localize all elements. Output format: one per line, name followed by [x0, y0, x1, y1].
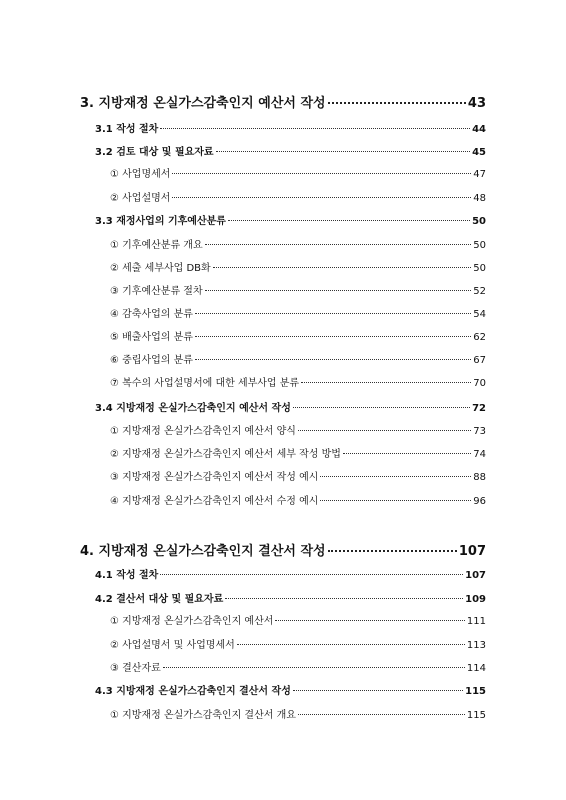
dot-leader: [160, 573, 463, 575]
toc-entry: [110, 636, 486, 651]
dot-leader: [195, 335, 471, 337]
dot-leader: [205, 243, 472, 245]
dot-leader: [328, 101, 466, 104]
toc-entry: [95, 590, 486, 605]
toc-entry-label: ② 사업설명서 및 사업명세서: [110, 640, 235, 651]
toc-entry: [110, 305, 486, 320]
toc-entry-page: 111: [466, 616, 486, 627]
toc-entry: [110, 492, 486, 507]
toc-entry: [95, 212, 486, 227]
toc-entry-page: 74: [473, 449, 486, 460]
toc-entry-page: 54: [473, 309, 486, 320]
toc-entry-label: ⑤ 배출사업의 분류: [110, 332, 193, 343]
toc-entry-page: 114: [466, 663, 486, 674]
toc-entry-page: 115: [466, 710, 486, 721]
toc-entry: [95, 682, 486, 697]
dot-leader: [163, 666, 465, 668]
dot-leader: [213, 266, 472, 268]
toc-entry-page: 48: [473, 193, 486, 204]
toc-entry-page: 62: [473, 332, 486, 343]
toc-entry-page: 72: [472, 403, 486, 414]
toc-entry-page: 67: [473, 355, 486, 366]
toc-entry-label: 4. 지방재정 온실가스감축인지 결산서 작성: [80, 544, 326, 559]
dot-leader: [298, 713, 465, 715]
dot-leader: [237, 643, 465, 645]
toc-entry-label: ① 사업명세서: [110, 169, 171, 180]
dot-leader: [225, 597, 463, 599]
toc-entry-label: ① 지방재정 온실가스감축인지 결산서 개요: [110, 710, 296, 721]
toc-entry: [110, 259, 486, 274]
dot-leader: [301, 381, 471, 383]
toc-entry: [110, 468, 486, 483]
toc-entry-label: ② 사업설명서: [110, 193, 171, 204]
toc-entry-page: 45: [472, 147, 486, 158]
toc-entry-label: 4.3 지방재정 온실가스감축인지 결산서 작성: [95, 686, 291, 697]
dot-leader: [320, 499, 471, 501]
toc-entry-page: 44: [472, 124, 486, 135]
toc-entry-page: 50: [472, 216, 486, 227]
toc-entry-page: 115: [465, 686, 486, 697]
toc-entry-page: 70: [473, 378, 486, 389]
dot-leader: [228, 219, 470, 221]
toc-entry: [80, 92, 486, 111]
toc-entry-label: ③ 지방재정 온실가스감축인지 예산서 작성 예시: [110, 472, 319, 483]
toc-entry-label: ③ 기후예산분류 절차: [110, 286, 203, 297]
toc-entry-page: 50: [473, 263, 486, 274]
toc-entry-label: ⑦ 복수의 사업설명서에 대한 세부사업 분류: [110, 378, 300, 389]
toc-entry: [110, 374, 486, 389]
toc-entry: [95, 120, 486, 135]
toc-entry: [110, 659, 486, 674]
dot-leader: [275, 619, 465, 621]
toc-entry-page: 47: [473, 169, 486, 180]
toc-entry: [95, 399, 486, 414]
toc-entry-page: 96: [473, 496, 486, 507]
toc-entry: [80, 540, 486, 559]
toc-entry: [110, 236, 486, 251]
toc-entry-label: ② 지방재정 온실가스감축인지 예산서 세부 작성 방법: [110, 449, 341, 460]
toc-entry: [110, 706, 486, 721]
dot-leader: [293, 689, 463, 691]
toc-entry-label: 4.1 작성 절차: [95, 570, 159, 581]
toc-entry-page: 50: [473, 240, 486, 251]
toc-entry: [110, 422, 486, 437]
toc-entry-page: 107: [458, 544, 486, 559]
toc-entry-page: 52: [473, 286, 486, 297]
dot-leader: [298, 429, 471, 431]
toc-entry: [110, 189, 486, 204]
toc-entry-label: ② 세출 세부사업 DB화: [110, 263, 211, 274]
toc-entry-page: 73: [473, 426, 486, 437]
toc-entry-label: ① 지방재정 온실가스감축인지 예산서 양식: [110, 426, 296, 437]
toc-entry-label: 3.4 지방재정 온실가스감축인지 예산서 작성: [95, 403, 291, 414]
dot-leader: [293, 406, 470, 408]
toc-entry-label: ④ 지방재정 온실가스감축인지 예산서 수정 예시: [110, 496, 319, 507]
toc-entry-label: ① 기후예산분류 개요: [110, 240, 203, 251]
dot-leader: [320, 475, 471, 477]
dot-leader: [216, 150, 470, 152]
toc-entry-page: 43: [467, 96, 486, 111]
toc-entry: [110, 328, 486, 343]
dot-leader: [205, 289, 472, 291]
toc-entry-label: ① 지방재정 온실가스감축인지 예산서: [110, 616, 274, 627]
toc-entry: [95, 566, 486, 581]
toc-entry-page: 107: [465, 570, 486, 581]
toc-entry: [110, 612, 486, 627]
dot-leader: [343, 452, 471, 454]
toc-entry: [110, 282, 486, 297]
toc-entry-label: 3.1 작성 절차: [95, 124, 159, 135]
toc-entry: [110, 445, 486, 460]
toc-entry-label: 3. 지방재정 온실가스감축인지 예산서 작성: [80, 96, 326, 111]
toc-entry-label: 3.3 재정사업의 기후예산분류: [95, 216, 226, 227]
dot-leader: [172, 172, 471, 174]
toc-entry: [95, 143, 486, 158]
toc-entry-label: 4.2 결산서 대상 및 필요자료: [95, 594, 224, 605]
toc-entry: [110, 165, 486, 180]
toc-entry-label: ⑥ 중립사업의 분류: [110, 355, 193, 366]
toc-entry-label: ④ 감축사업의 분류: [110, 309, 193, 320]
dot-leader: [195, 312, 471, 314]
toc-entry: [110, 351, 486, 366]
toc-entry-label: 3.2 검토 대상 및 필요자료: [95, 147, 214, 158]
dot-leader: [328, 549, 457, 552]
dot-leader: [172, 196, 471, 198]
dot-leader: [195, 358, 471, 360]
toc-entry-label: ③ 결산자료: [110, 663, 161, 674]
toc-entry-page: 109: [465, 594, 486, 605]
toc-entry-page: 88: [473, 472, 486, 483]
dot-leader: [160, 127, 470, 129]
toc-entry-page: 113: [466, 640, 486, 651]
